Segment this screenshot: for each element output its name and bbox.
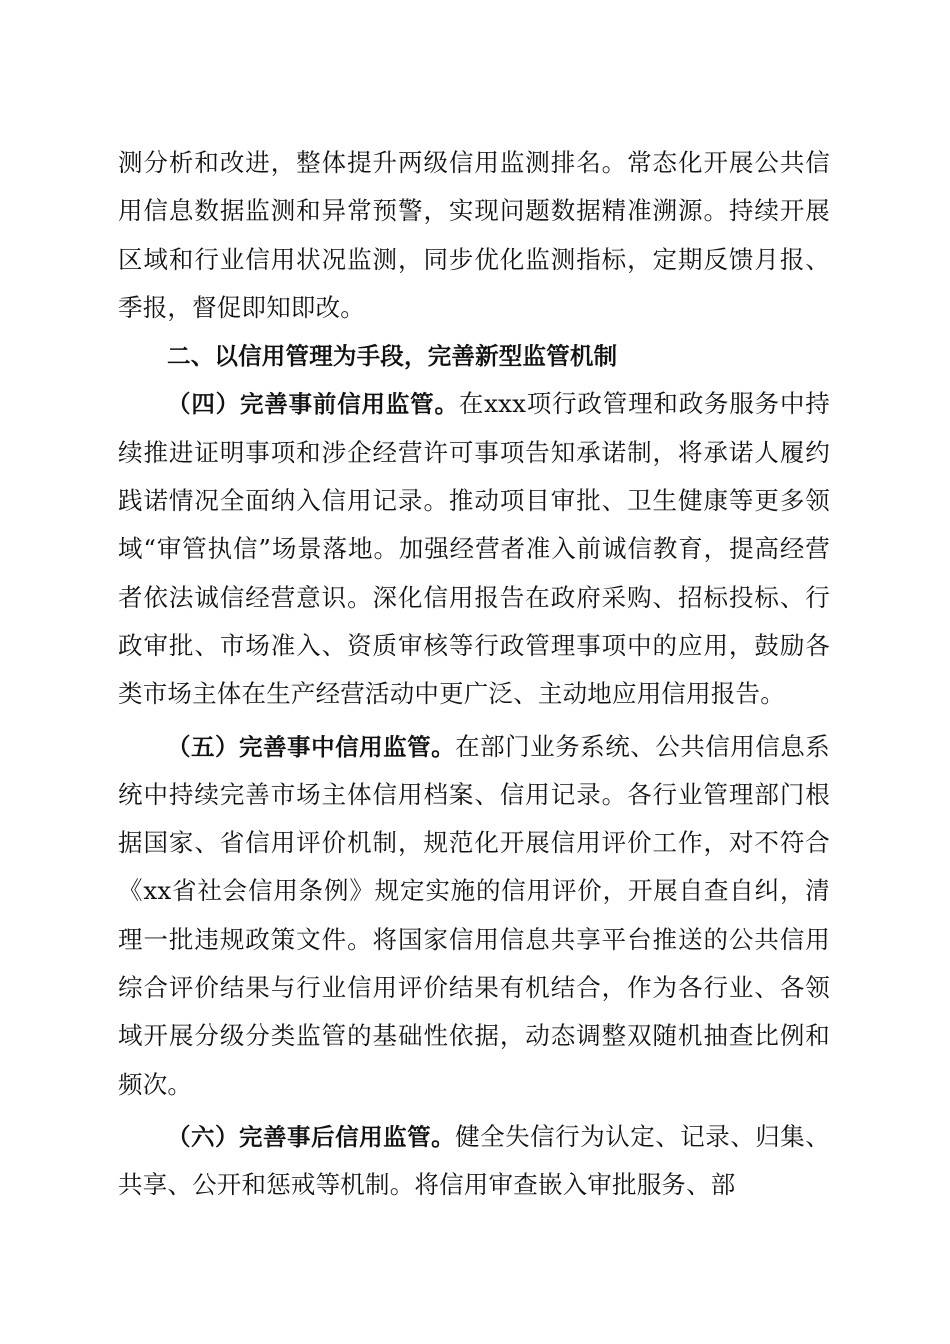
document-body bbox=[118, 139, 830, 1210]
item-5-lead: （五）完善事中信用监管。 bbox=[167, 732, 456, 761]
paragraph-item-4 bbox=[118, 380, 830, 718]
item-4-body: 在xxx项行政管理和政务服务中持续推进证明事项和涉企经营许可事项告知承诺制，将承诺人履约践诺情况全面纳入信用记录。推动项目审批、卫生健康等更多领域“审管执信”场景落地。加强经营者准入前诚信教育，提高经营者依法诚信经营意识。深化信用报告在政府采购、招标投标、行政审批、市场准入、资质审核等行政管理事项中的应用，鼓励各类市场主体在生产经营活动中更广泛、主动地应用信用报告。 bbox=[118, 389, 830, 709]
item-6-body: 健全失信行为认定、记录、归集、共享、公开和惩戒等机制。将信用审查嵌入审批服务、部 bbox=[118, 1121, 830, 1200]
paragraph-item-6 bbox=[118, 1113, 830, 1210]
item-6-lead: （六）完善事后信用监管。 bbox=[167, 1122, 456, 1151]
item-5-body: 在部门业务系统、公共信用信息系统中持续完善市场主体信用档案、信用记录。各行业管理部门根据国家、省信用评价机制，规范化开展信用评价工作，对不符合《xx省社会信用条例》规定实施的信用评价，开展自查自纠，清理一批违规政策文件。将国家信用信息共享平台推送的公共信用综合评价结果与行业信用评价结果有机结合，作为各行业、各领域开展分级分类监管的基础性依据，动态调整双随机抽查比例和频次。 bbox=[118, 731, 830, 1099]
paragraph-continuation: 测分析和改进，整体提升两级信用监测排名。常态化开展公共信用信息数据监测和异常预警，实现问题数据精准溯源。持续开展区域和行业信用状况监测，同步优化监测指标，定期反馈月报、季报，督促即知即改。 bbox=[118, 148, 830, 322]
item-4-lead: （四）完善事前信用监管。 bbox=[167, 390, 459, 419]
paragraph-item-5 bbox=[118, 723, 830, 1109]
section-heading-2: 二、以信用管理为手段，完善新型监管机制 bbox=[167, 342, 618, 371]
